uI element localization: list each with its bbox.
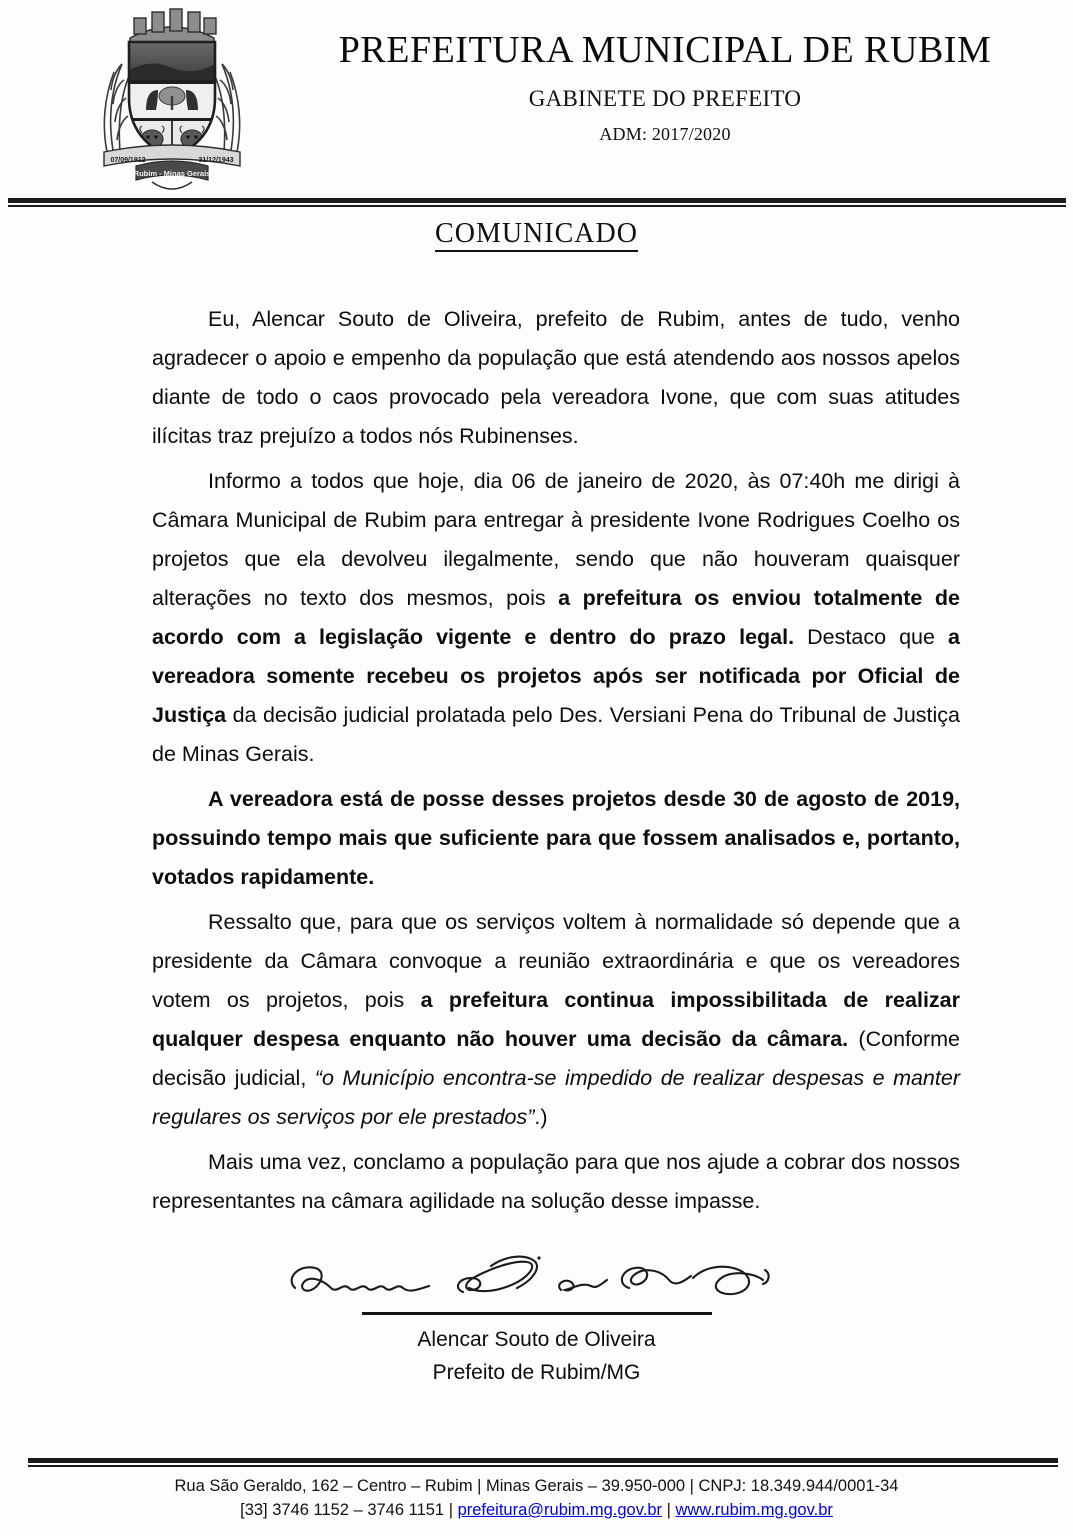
header-text-block xyxy=(270,28,1060,145)
text-run-regular: Ressalto que, para que os serviços voltem à normalidade só depende que a presidente da Câmara convoque a reunião extraordinária e que os vereadores votem os projetos, pois xyxy=(152,910,960,1012)
text-run-italic: “o Município encontra-se impedido de realizar despesas e manter regulares os serviços por ele prestados” xyxy=(152,1066,960,1129)
footer-separator: | xyxy=(662,1501,676,1519)
text-run-regular: (Conforme decisão judicial, xyxy=(152,1027,960,1090)
crest-date-left: 07/09/1912 xyxy=(110,157,146,164)
document-header xyxy=(0,0,1073,196)
paragraph xyxy=(152,1143,960,1221)
text-run-regular: Informo a todos que hoje, dia 06 de janeiro de 2020, às 07:40h me dirigi à Câmara Municipal de Rubim para entregar à presidente Ivone Rodrigues Coelho os projetos que ela devolveu ilegalmente, sendo que não houveram quaisquer alterações no texto dos mesmos, pois xyxy=(152,469,960,610)
administration-period: ADM: 2017/2020 xyxy=(599,124,731,144)
page-title-text: COMUNICADO xyxy=(435,218,638,252)
paragraph xyxy=(152,780,960,897)
divider-thin-line xyxy=(8,205,1066,207)
signature-block xyxy=(0,1248,1073,1389)
footer-phones: [33] 3746 1152 – 3746 1151 xyxy=(240,1501,445,1519)
crest-date-right: 31/12/1943 xyxy=(198,157,234,164)
text-run-bold: a prefeitura continua impossibilitada de realizar qualquer despesa enquanto não houver uma decisão da câmara. xyxy=(152,988,960,1051)
header-divider xyxy=(8,198,1066,210)
document-footer xyxy=(0,1474,1073,1522)
handwritten-signature-icon xyxy=(277,1248,797,1312)
department-subtitle: GABINETE DO PREFEITO xyxy=(528,86,802,111)
paragraph xyxy=(152,300,960,456)
signatory-name: Alencar Souto de Oliveira xyxy=(417,1328,656,1351)
footer-address-line: Rua São Geraldo, 162 – Centro – Rubim | Minas Gerais – 39.950-000 | CNPJ: 18.349.944/0001-34 xyxy=(174,1477,899,1495)
divider-thin-line xyxy=(28,1465,1058,1467)
text-run-regular: Eu, Alencar Souto de Oliveira, prefeito de Rubim, antes de tudo, venho agradecer o apoio e empenho da população que está atendendo aos nossos apelos diante de todo o caos provocado pela vereadora Ivone, que com suas atitudes ilícitas traz prejuízo a todos nós Rubinenses. xyxy=(152,307,960,448)
text-run-regular: Mais uma vez, conclamo a população para que nos ajude a cobrar dos nossos representantes na câmara agilidade na solução desse impasse. xyxy=(152,1150,960,1213)
text-run-bold: a vereadora somente recebeu os projetos após ser notificada por Oficial de Justiça xyxy=(152,625,960,727)
text-run-regular: da decisão judicial prolatada pelo Des. Versiani Pena do Tribunal de Justiça de Minas Gerais. xyxy=(152,703,960,766)
text-run-regular: .) xyxy=(534,1105,548,1129)
footer-divider xyxy=(28,1458,1058,1470)
text-run-bold: A vereadora está de posse desses projetos desde 30 de agosto de 2019, possuindo tempo mais que suficiente para que fossem analisados e, portanto, votados rapidamente. xyxy=(152,787,960,889)
page-title xyxy=(0,218,1073,250)
text-run-bold: a prefeitura os enviou totalmente de acordo com a legislação vigente e dentro do prazo legal. xyxy=(152,586,960,649)
organization-title: PREFEITURA MUNICIPAL DE RUBIM xyxy=(338,29,992,71)
footer-email-link[interactable]: prefeitura@rubim.mg.gov.br xyxy=(457,1501,663,1519)
signatory-role: Prefeito de Rubim/MG xyxy=(432,1361,641,1384)
footer-separator: | xyxy=(444,1501,458,1519)
footer-contact-line xyxy=(0,1498,1073,1522)
footer-website-link[interactable]: www.rubim.mg.gov.br xyxy=(675,1501,833,1519)
document-body xyxy=(152,300,960,1227)
coat-of-arms-icon xyxy=(74,6,270,192)
text-run-regular: Destaco que xyxy=(794,625,949,649)
crest-ribbon-text: Rubim - Minas Gerais xyxy=(133,169,211,178)
signature-line xyxy=(362,1312,712,1315)
paragraph xyxy=(152,462,960,774)
paragraph xyxy=(152,903,960,1137)
